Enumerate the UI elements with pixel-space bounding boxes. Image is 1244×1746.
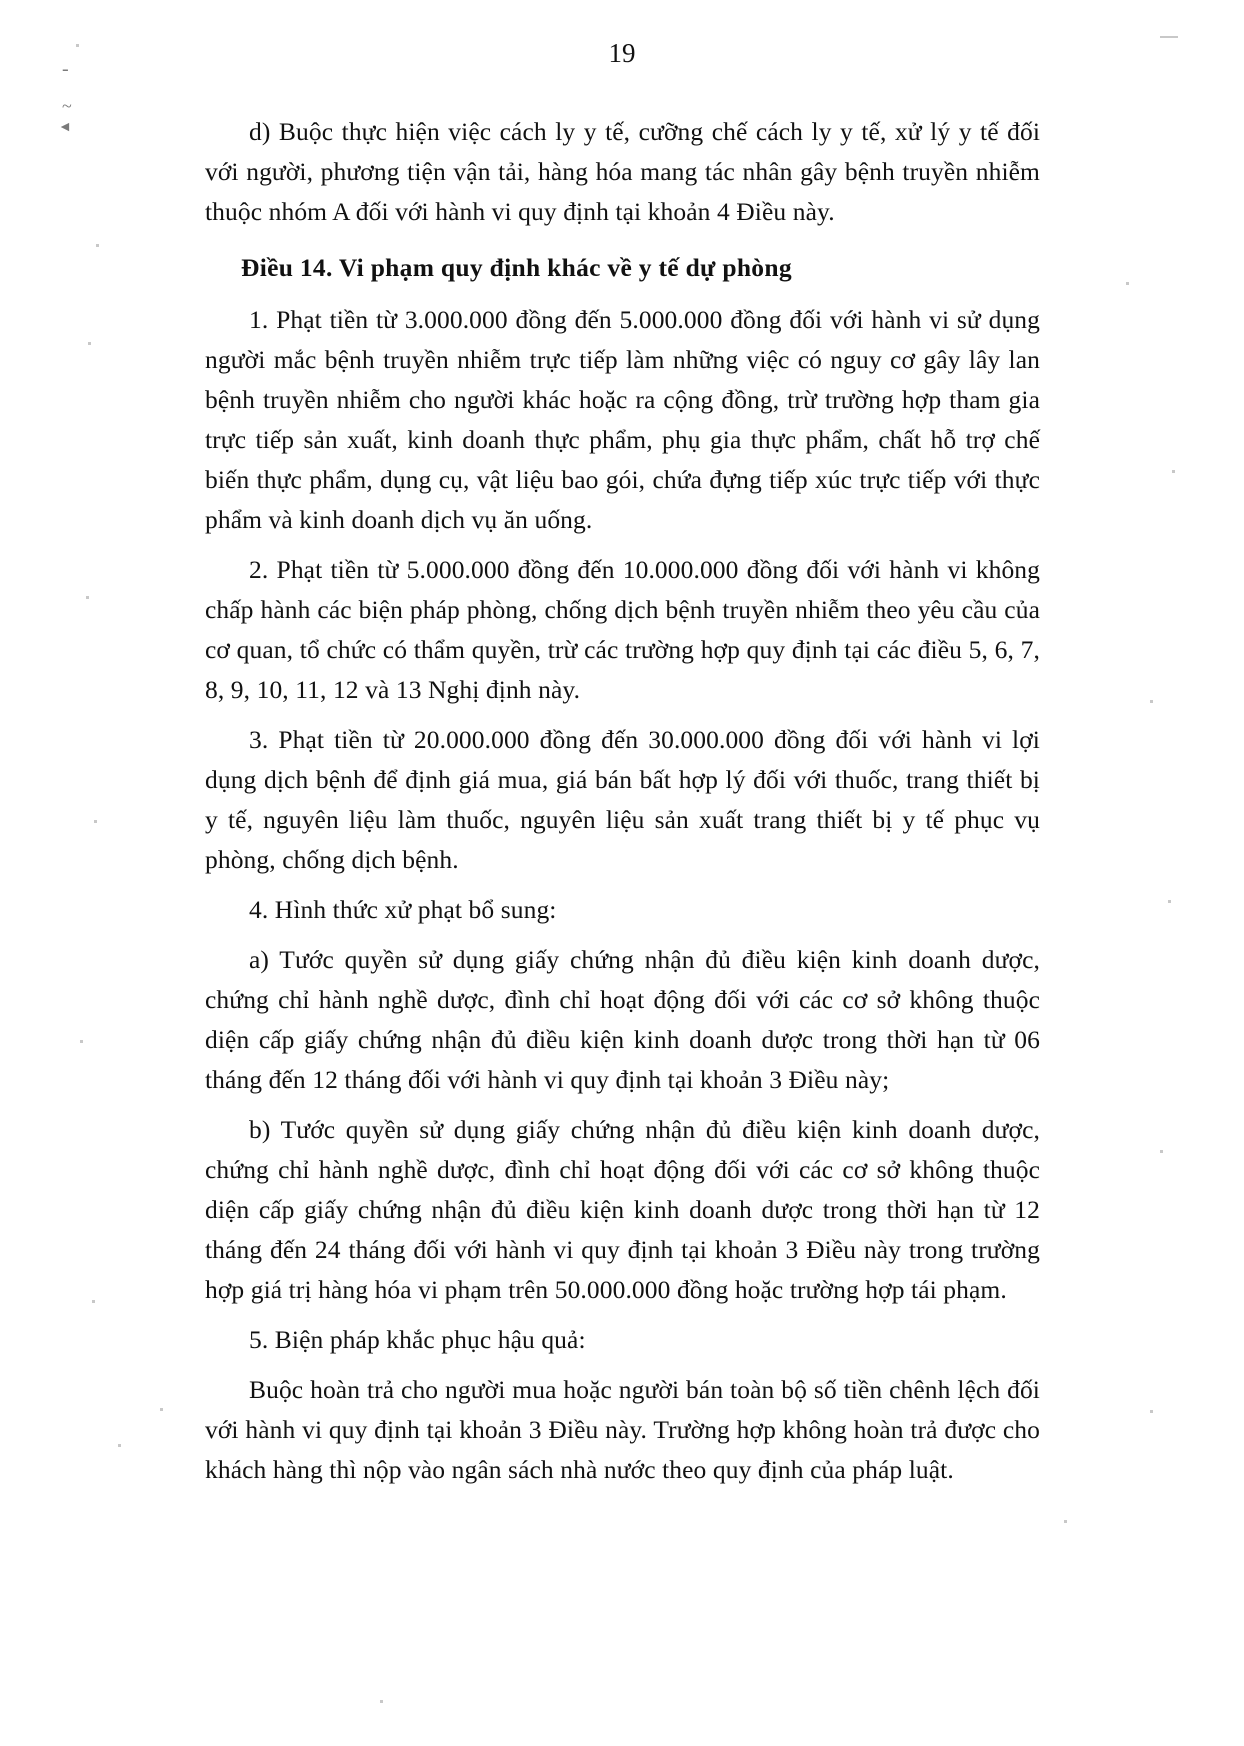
scan-speck — [86, 596, 89, 599]
scan-speck — [1168, 900, 1171, 903]
margin-mark-3: ◄ — [58, 120, 72, 135]
margin-mark-2: ~ — [62, 96, 72, 116]
paragraph-5: 5. Biện pháp khắc phục hậu quả: — [249, 1325, 586, 1354]
paragraph-d: d) Buộc thực hiện việc cách ly y tế, cưỡng chế cách ly y tế, xử lý y tế đối với người, phương tiện vận tải, hàng hóa mang tác nhân gây bệnh truyền nhiễm thuộc nhóm A đối với hành vi quy định tại khoản 4 Điều này. — [205, 117, 1040, 226]
scan-speck — [1160, 36, 1178, 38]
section-heading-dieu-14: Điều 14. Vi phạm quy định khác về y tế dự phòng — [241, 253, 792, 282]
scan-speck — [1172, 470, 1175, 473]
scan-speck — [1160, 1150, 1163, 1153]
scan-speck — [1150, 1410, 1153, 1413]
scan-speck — [94, 820, 97, 823]
paragraph-2: 2. Phạt tiền từ 5.000.000 đồng đến 10.000.000 đồng đối với hành vi không chấp hành các biện pháp phòng, chống dịch bệnh truyền nhiễm theo yêu cầu của cơ quan, tổ chức có thẩm quyền, trừ các trường hợp quy định tại các điều 5, 6, 7, 8, 9, 10, 11, 12 và 13 Nghị định này. — [205, 555, 1040, 704]
scan-speck — [380, 1700, 383, 1703]
scan-speck — [96, 244, 99, 247]
document-body — [205, 112, 1040, 1496]
paragraph-4b: b) Tước quyền sử dụng giấy chứng nhận đủ điều kiện kinh doanh dược, chứng chỉ hành nghề dược, đình chỉ hoạt động đối với các cơ sở không thuộc diện cấp giấy chứng nhận đủ điều kiện kinh doanh dược trong thời hạn từ 12 tháng đến 24 tháng đối với hành vi quy định tại khoản 3 Điều này trong trường hợp giá trị hàng hóa vi phạm trên 50.000.000 đồng hoặc trường hợp tái phạm. — [205, 1115, 1040, 1304]
margin-mark-1: - — [62, 58, 69, 80]
scan-speck — [92, 1300, 95, 1303]
scan-speck — [88, 342, 91, 345]
page-number: 19 — [608, 38, 636, 68]
scan-speck — [80, 1040, 83, 1043]
paragraph-3: 3. Phạt tiền từ 20.000.000 đồng đến 30.000.000 đồng đối với hành vi lợi dụng dịch bệnh để định giá mua, giá bán bất hợp lý đối với thuốc, trang thiết bị y tế, nguyên liệu làm thuốc, nguyên liệu sản xuất trang thiết bị y tế phục vụ phòng, chống dịch bệnh. — [205, 725, 1040, 874]
paragraph-4: 4. Hình thức xử phạt bổ sung: — [249, 895, 557, 924]
paragraph-4a: a) Tước quyền sử dụng giấy chứng nhận đủ điều kiện kinh doanh dược, chứng chỉ hành nghề dược, đình chỉ hoạt động đối với các cơ sở không thuộc diện cấp giấy chứng nhận đủ điều kiện kinh doanh dược trong thời hạn từ 06 tháng đến 12 tháng đối với hành vi quy định tại khoản 3 Điều này; — [205, 945, 1040, 1094]
scan-speck — [76, 44, 79, 47]
paragraph-1: 1. Phạt tiền từ 3.000.000 đồng đến 5.000.000 đồng đối với hành vi sử dụng người mắc bệnh truyền nhiễm trực tiếp làm những việc có nguy cơ gây lây lan bệnh truyền nhiễm cho người khác hoặc ra cộng đồng, trừ trường hợp tham gia trực tiếp sản xuất, kinh doanh thực phẩm, phụ gia thực phẩm, chất hỗ trợ chế biến thực phẩm, dụng cụ, vật liệu bao gói, chứa đựng tiếp xúc trực tiếp với thực phẩm và kinh doanh dịch vụ ăn uống. — [205, 305, 1040, 534]
scan-speck — [1150, 700, 1153, 703]
scan-speck — [118, 1444, 121, 1447]
scan-speck — [160, 1408, 163, 1411]
scan-speck — [1126, 282, 1129, 285]
paragraph-5-body: Buộc hoàn trả cho người mua hoặc người bán toàn bộ số tiền chênh lệch đối với hành vi quy định tại khoản 3 Điều này. Trường hợp không hoàn trả được cho khách hàng thì nộp vào ngân sách nhà nước theo quy định của pháp luật. — [205, 1375, 1040, 1484]
scan-speck — [1064, 1520, 1067, 1523]
